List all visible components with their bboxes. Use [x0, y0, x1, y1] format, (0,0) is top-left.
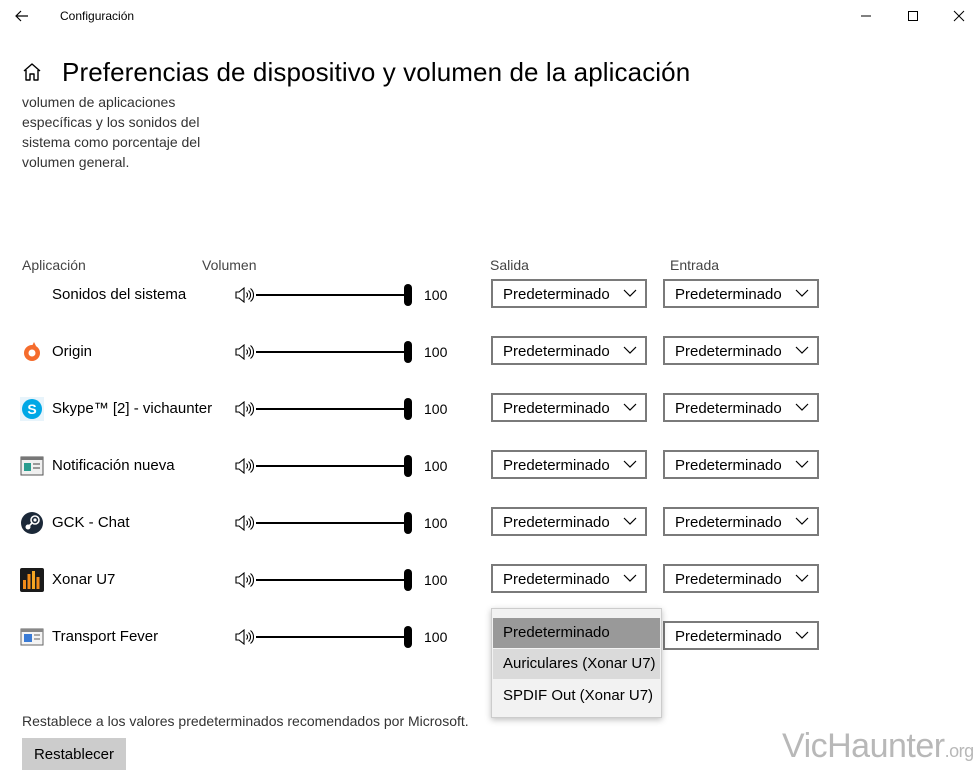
title-bar [0, 0, 976, 32]
watermark-tld: .org [944, 741, 974, 761]
page-title: Preferencias de dispositivo y volumen de la aplicación [62, 57, 691, 87]
home-icon[interactable] [21, 61, 43, 83]
column-header-app: Aplicación [22, 257, 86, 273]
minimize-button[interactable] [843, 0, 889, 32]
output-device-value: Predeterminado [503, 514, 610, 531]
window-title: Configuración [60, 9, 135, 23]
input-device-dropdown[interactable] [663, 621, 819, 650]
close-button[interactable] [936, 0, 976, 32]
speaker-icon[interactable] [234, 287, 254, 303]
chevron-down-icon [795, 574, 809, 583]
volume-slider-thumb[interactable] [404, 455, 412, 477]
volume-slider-track[interactable] [256, 408, 408, 410]
volume-value: 100 [424, 572, 448, 588]
volume-slider-thumb[interactable] [404, 626, 412, 648]
input-device-dropdown[interactable] [663, 393, 819, 422]
output-device-dropdown[interactable] [491, 393, 647, 422]
chevron-down-icon [795, 517, 809, 526]
column-header-input: Entrada [670, 257, 720, 273]
volume-slider-track[interactable] [256, 465, 408, 467]
output-device-dropdown[interactable] [491, 336, 647, 365]
volume-value: 100 [424, 515, 448, 531]
chevron-down-icon [795, 346, 809, 355]
input-device-dropdown[interactable] [663, 507, 819, 536]
app-row-xonar-u7 [0, 560, 976, 600]
output-device-dropdown[interactable] [491, 450, 647, 479]
output-device-value: Predeterminado [503, 400, 610, 417]
maximize-button[interactable] [890, 0, 936, 32]
volume-slider-thumb[interactable] [404, 512, 412, 534]
volume-slider-thumb[interactable] [404, 569, 412, 591]
speaker-icon[interactable] [234, 344, 254, 360]
reset-button[interactable]: Restablecer [22, 738, 126, 770]
input-device-dropdown[interactable] [663, 450, 819, 479]
speaker-icon[interactable] [234, 629, 254, 645]
volume-value: 100 [424, 287, 448, 303]
volume-slider-thumb[interactable] [404, 284, 412, 306]
watermark-main: VicHaunter [782, 727, 945, 765]
dropdown-option-spdif[interactable]: SPDIF Out (Xonar U7) [503, 687, 654, 704]
column-header-output: Salida [490, 257, 529, 273]
volume-slider-track[interactable] [256, 636, 408, 638]
app-name: Sonidos del sistema [52, 286, 187, 303]
output-device-dropdown[interactable] [491, 564, 647, 593]
app-name: Transport Fever [52, 628, 159, 645]
app-name: Skype™ [2] - vichaunter [52, 400, 213, 417]
output-device-value: Predeterminado [503, 343, 610, 360]
chevron-down-icon [795, 289, 809, 298]
speaker-icon[interactable] [234, 458, 254, 474]
input-device-dropdown[interactable] [663, 336, 819, 365]
chevron-down-icon [623, 289, 637, 298]
skype-icon [20, 397, 44, 421]
svg-text:S: S [27, 401, 37, 417]
dropdown-option-default[interactable]: Predeterminado [493, 618, 660, 648]
chevron-down-icon [623, 346, 637, 355]
input-device-dropdown[interactable] [663, 564, 819, 593]
app-name: Xonar U7 [52, 571, 116, 588]
chevron-down-icon [623, 517, 637, 526]
notification-window-icon [20, 454, 44, 478]
volume-slider-thumb[interactable] [404, 341, 412, 363]
output-device-dropdown[interactable] [491, 279, 647, 308]
volume-slider-thumb[interactable] [404, 398, 412, 420]
output-device-dropdown-list [491, 608, 662, 718]
equalizer-icon [20, 568, 44, 592]
origin-icon [20, 340, 44, 364]
output-device-value: Predeterminado [503, 571, 610, 588]
volume-slider-track[interactable] [256, 294, 408, 296]
chevron-down-icon [623, 403, 637, 412]
speaker-icon[interactable] [234, 572, 254, 588]
speaker-icon[interactable] [234, 401, 254, 417]
watermark [782, 727, 974, 766]
input-device-value: Predeterminado [675, 628, 782, 645]
volume-value: 100 [424, 344, 448, 360]
chevron-down-icon [623, 460, 637, 469]
close-icon [953, 10, 965, 22]
speaker-icon[interactable] [234, 515, 254, 531]
reset-description: Restablece a los valores predeterminados recomendados por Microsoft. [22, 713, 469, 729]
minimize-icon [860, 10, 872, 22]
input-device-value: Predeterminado [675, 343, 782, 360]
output-device-value: Predeterminado [503, 457, 610, 474]
chevron-down-icon [795, 631, 809, 640]
input-device-value: Predeterminado [675, 514, 782, 531]
output-device-value: Predeterminado [503, 286, 610, 303]
back-arrow-icon [15, 10, 29, 22]
back-button[interactable] [8, 4, 36, 28]
chevron-down-icon [623, 574, 637, 583]
output-device-dropdown[interactable] [491, 507, 647, 536]
input-device-dropdown[interactable] [663, 279, 819, 308]
volume-slider-track[interactable] [256, 351, 408, 353]
volume-value: 100 [424, 458, 448, 474]
volume-slider-track[interactable] [256, 522, 408, 524]
input-device-value: Predeterminado [675, 571, 782, 588]
input-device-value: Predeterminado [675, 400, 782, 417]
app-name: Origin [52, 343, 93, 360]
chevron-down-icon [795, 460, 809, 469]
dropdown-option-headphones[interactable]: Auriculares (Xonar U7) [493, 649, 660, 679]
app-row-skype [0, 389, 976, 429]
chevron-down-icon [795, 403, 809, 412]
app-row-system-sounds [0, 275, 976, 315]
steam-icon [20, 511, 44, 535]
app-window-icon [20, 625, 44, 649]
input-device-value: Predeterminado [675, 286, 782, 303]
input-device-value: Predeterminado [675, 457, 782, 474]
volume-slider-track[interactable] [256, 579, 408, 581]
app-row-gck-chat [0, 503, 976, 543]
maximize-icon [907, 10, 919, 22]
page-description: volumen de aplicaciones específicas y los sonidos del sistema como porcentaje del volumen general. [22, 94, 201, 170]
volume-value: 100 [424, 401, 448, 417]
app-row-origin [0, 332, 976, 372]
app-name: GCK - Chat [52, 514, 130, 531]
column-header-volume: Volumen [202, 257, 257, 273]
volume-value: 100 [424, 629, 448, 645]
app-row-new-notification [0, 446, 976, 486]
app-name: Notificación nueva [52, 457, 175, 474]
app-row-transport-fever [0, 617, 976, 657]
